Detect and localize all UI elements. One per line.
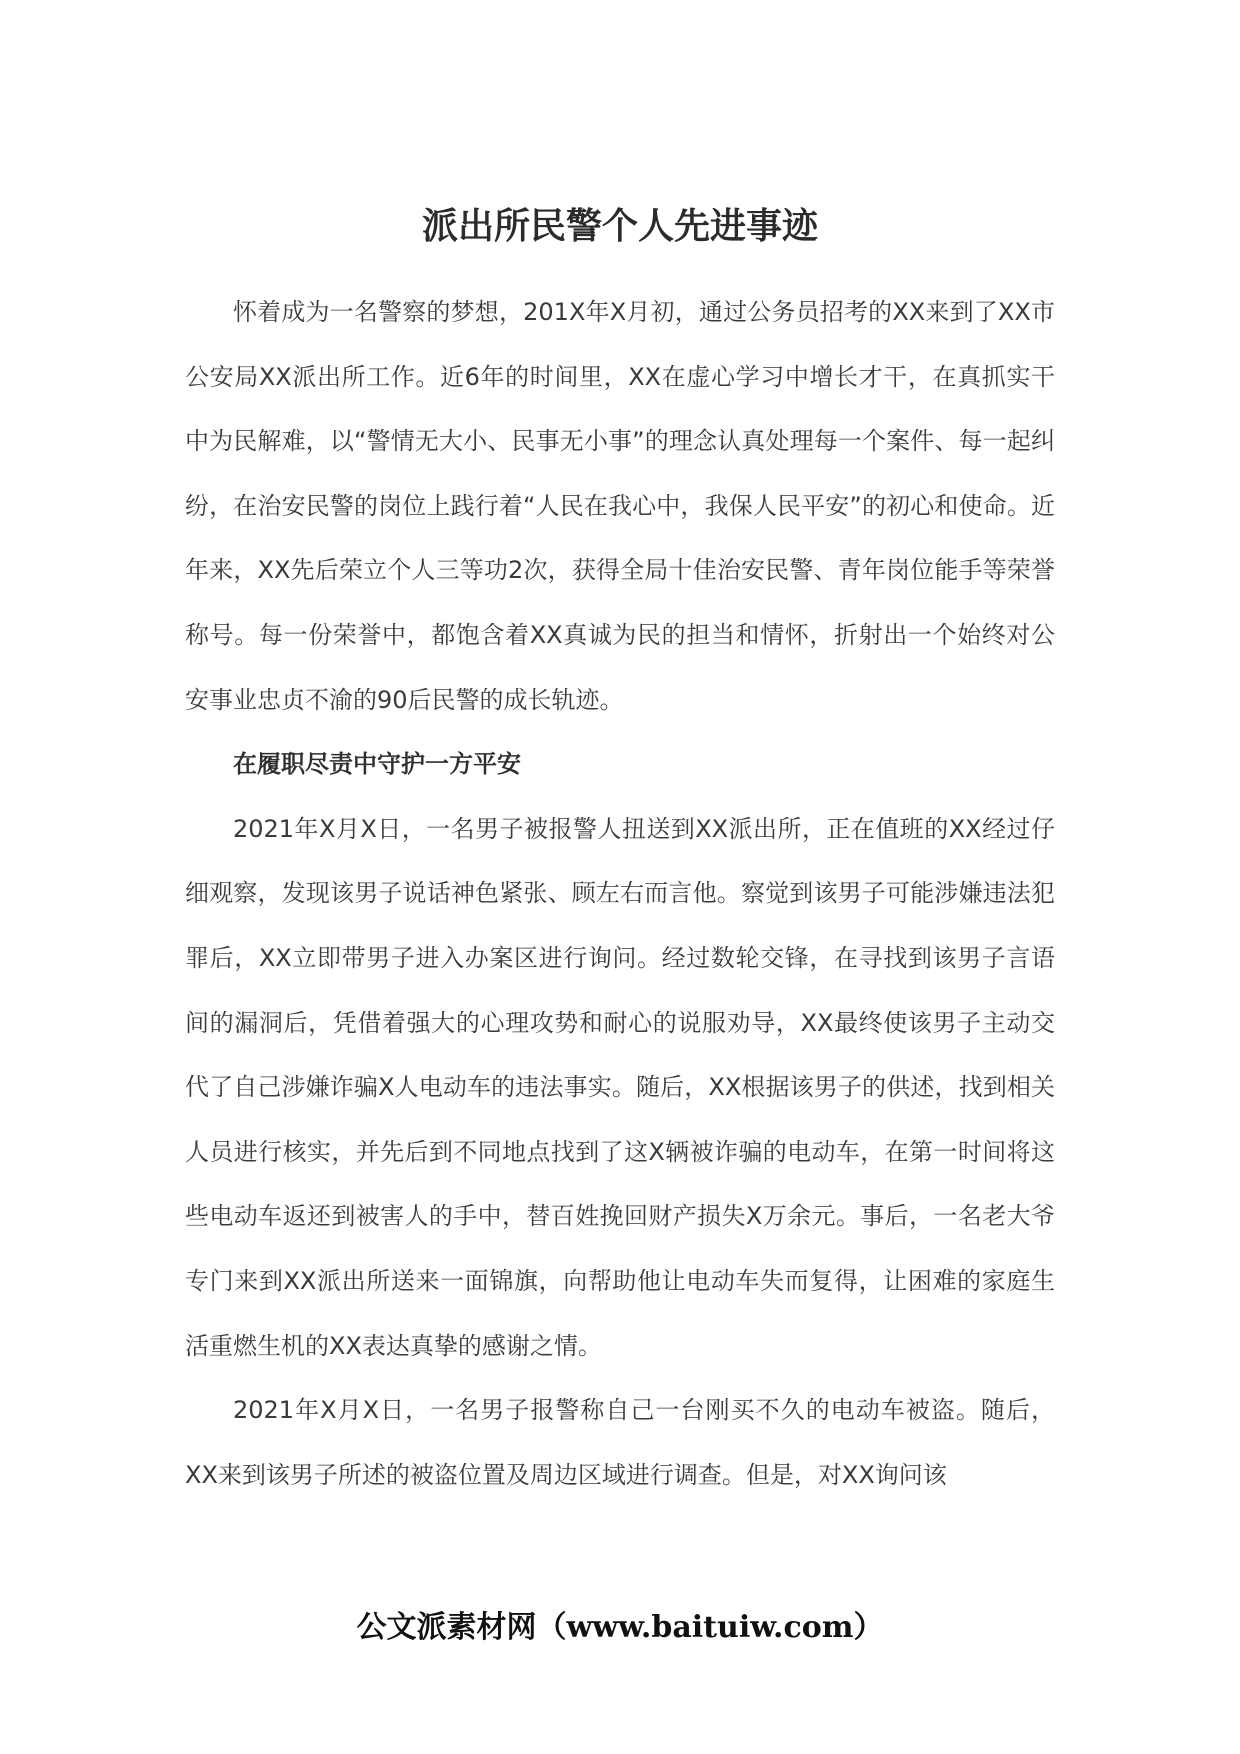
intro-paragraph: 怀着成为一名警察的梦想，201X年X月初，通过公务员招考的XX来到了XX市公安局XX派出所工作。近6年的时间里，XX在虚心学习中增长才干，在真抓实干中为民解难，以“警情无大小、民事无小事”的理念认真处理每一个案件、每一起纠纷，在治安民警的岗位上践行着“人民在我心中，我保人民平安”的初心和使命。近年来，XX先后荣立个人三等功2次，获得全局十佳治安民警、青年岗位能手等荣誉称号。每一份荣誉中，都饱含着XX真诚为民的担当和情怀，折射出一个始终对公安事业忠贞不渝的90后民警的成长轨迹。 bbox=[185, 298, 1055, 714]
section-heading: 在履职尽责中守护一方平安 bbox=[233, 750, 521, 779]
footer-watermark: 公文派素材网（www.baituiw.com） bbox=[356, 1610, 884, 1645]
document-title: 派出所民警个人先进事迹 bbox=[421, 205, 818, 247]
document-body bbox=[185, 280, 1055, 1507]
section-paragraph: 2021年X月X日，一名男子报警称自己一台刚买不久的电动车被盗。随后，XX来到该男子所述的被盗位置及周边区域进行调查。但是，对XX询问该 bbox=[185, 1396, 1055, 1489]
section-paragraph: 2021年X月X日，一名男子被报警人扭送到XX派出所，正在值班的XX经过仔细观察，发现该男子说话神色紧张、顾左右而言他。察觉到该男子可能涉嫌违法犯罪后，XX立即带男子进入办案区进行询问。经过数轮交锋，在寻找到该男子言语间的漏洞后，凭借着强大的心理攻势和耐心的说服劝导，XX最终使该男子主动交代了自己涉嫌诈骗X人电动车的违法事实。随后，XX根据该男子的供述，找到相关人员进行核实，并先后到不同地点找到了这X辆被诈骗的电动车，在第一时间将这些电动车返还到被害人的手中，替百姓挽回财产损失X万余元。事后，一名老大爷专门来到XX派出所送来一面锦旗，向帮助他让电动车失而复得，让困难的家庭生活重燃生机的XX表达真挚的感谢之情。 bbox=[185, 814, 1055, 1360]
